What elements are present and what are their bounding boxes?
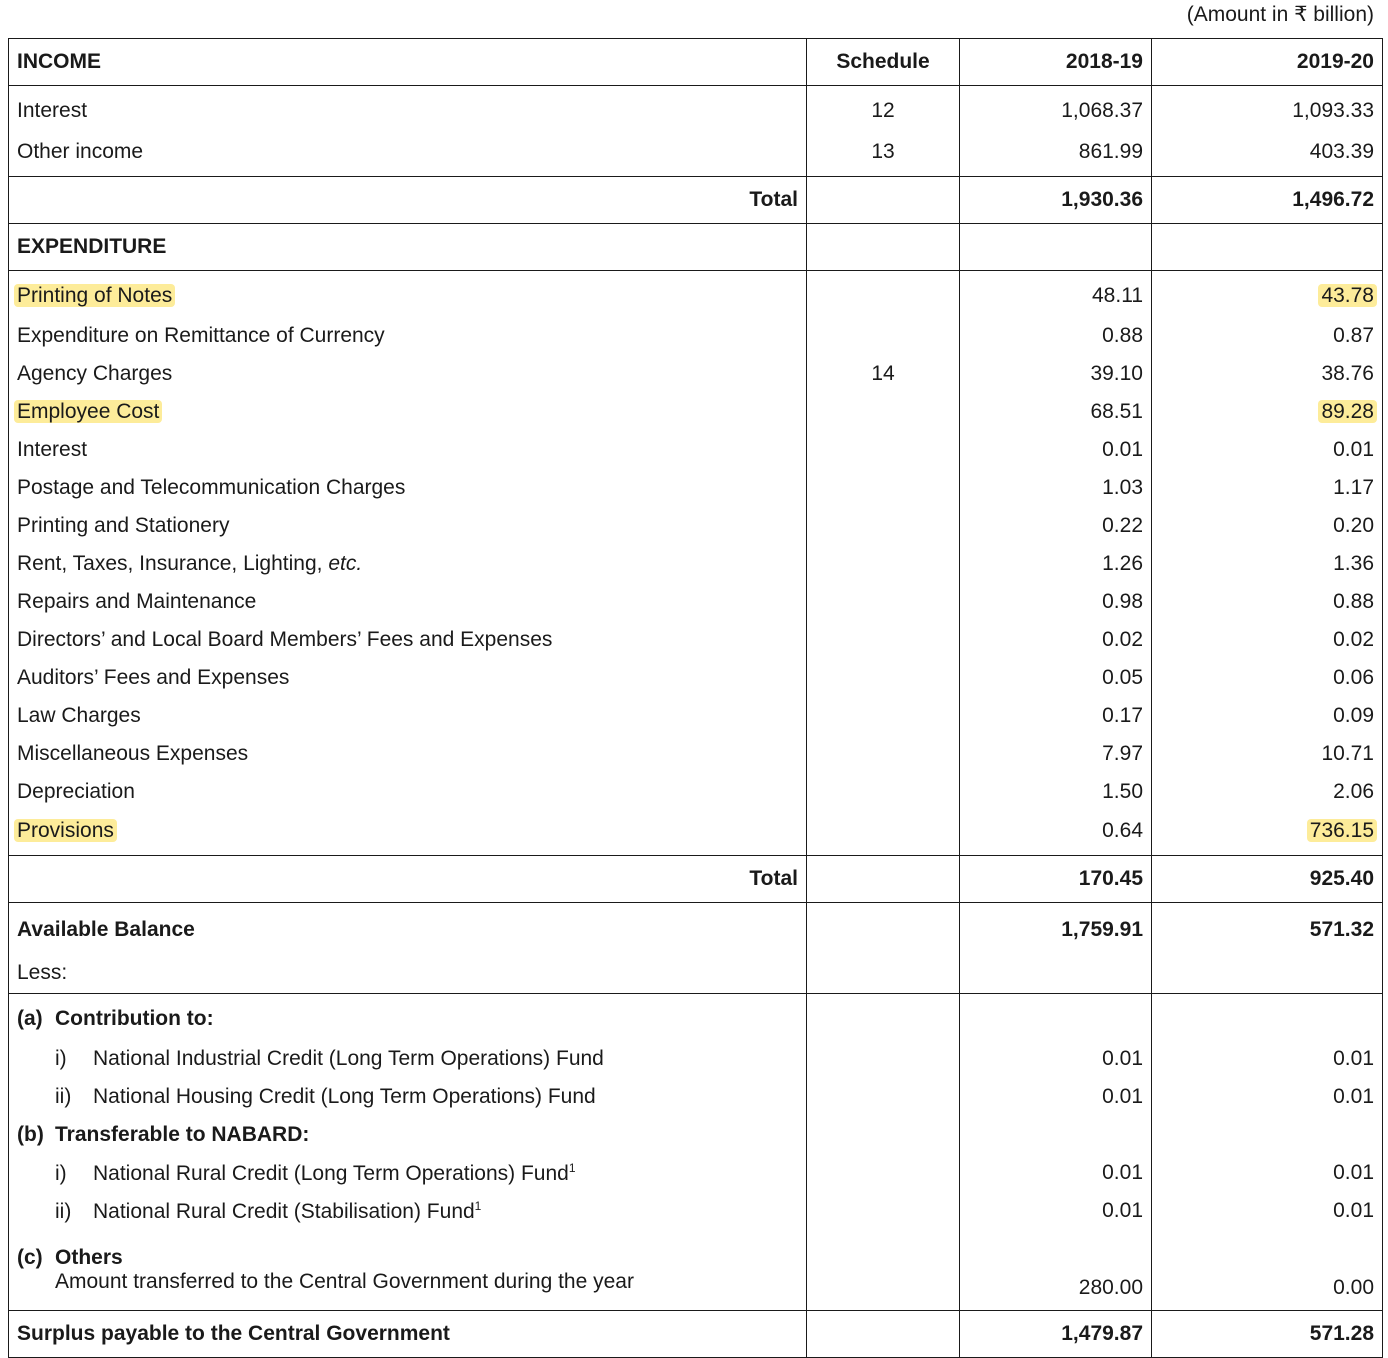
empty-cell bbox=[960, 1116, 1152, 1154]
income-expenditure-table bbox=[8, 38, 1383, 1358]
row-value-2019-20 bbox=[1152, 393, 1383, 431]
table-row bbox=[9, 393, 1383, 431]
income-total-row-2019-20: 1,496.72 bbox=[1152, 177, 1383, 224]
row-value-2019-20: 0.01 bbox=[1152, 1078, 1383, 1116]
row-schedule bbox=[807, 735, 960, 773]
empty-cell bbox=[807, 1192, 960, 1230]
row-value-2019-20: 0.01 bbox=[1152, 1192, 1383, 1230]
row-value-2019-20: 0.02 bbox=[1152, 621, 1383, 659]
surplus-label: Surplus payable to the Central Government bbox=[9, 1311, 807, 1358]
table-row bbox=[9, 1040, 1383, 1078]
empty-cell bbox=[807, 1230, 960, 1311]
row-label bbox=[9, 1040, 807, 1078]
row-value-2018-19: 1,068.37 bbox=[960, 86, 1152, 133]
row-marker: ii) bbox=[55, 1199, 72, 1223]
empty-cell bbox=[807, 953, 960, 994]
less-row bbox=[9, 953, 1383, 994]
row-value-2018-19: 0.01 bbox=[960, 1040, 1152, 1078]
empty-cell bbox=[1152, 1116, 1383, 1154]
table-row bbox=[9, 697, 1383, 735]
row-label-text: Printing and Stationery bbox=[17, 514, 230, 537]
empty-cell bbox=[960, 224, 1152, 271]
row-label-text: Agency Charges bbox=[17, 362, 173, 385]
row-value-2018-19: 0.01 bbox=[960, 431, 1152, 469]
income-total-row-label: Total bbox=[9, 177, 807, 224]
row-value-2019-20: 0.20 bbox=[1152, 507, 1383, 545]
row-value-2019-20: 0.09 bbox=[1152, 697, 1383, 735]
row-value-2018-19: 68.51 bbox=[960, 393, 1152, 431]
row-value-2019-20 bbox=[1152, 271, 1383, 318]
row-label-text: Interest bbox=[17, 438, 88, 461]
row-label-text: Auditors’ Fees and Expenses bbox=[17, 666, 290, 689]
row-schedule bbox=[807, 811, 960, 856]
row-schedule bbox=[807, 271, 960, 318]
row-label-text: National Rural Credit (Long Term Operations) Fund bbox=[93, 1161, 569, 1185]
row-value-2019-20: 1.36 bbox=[1152, 545, 1383, 583]
expenditure-total-row bbox=[9, 856, 1383, 903]
row-value-2018-19: 0.01 bbox=[960, 1192, 1152, 1230]
expenditure-total-row-2018-19: 170.45 bbox=[960, 856, 1152, 903]
row-schedule: 14 bbox=[807, 355, 960, 393]
table-row bbox=[9, 1078, 1383, 1116]
empty-cell bbox=[960, 953, 1152, 994]
row-label bbox=[9, 317, 807, 355]
row-label bbox=[9, 811, 807, 856]
row-value-2019-20: 0.88 bbox=[1152, 583, 1383, 621]
row-label bbox=[9, 621, 807, 659]
table-row bbox=[9, 317, 1383, 355]
row-label bbox=[9, 1192, 807, 1230]
row-label bbox=[9, 355, 807, 393]
table-row bbox=[9, 545, 1383, 583]
table-row bbox=[9, 735, 1383, 773]
section-c-2019-20: 0.00 bbox=[1152, 1230, 1383, 1311]
table-row bbox=[9, 431, 1383, 469]
row-value-2018-19: 0.01 bbox=[960, 1154, 1152, 1192]
income-total-row bbox=[9, 177, 1383, 224]
available-balance-row bbox=[9, 903, 1383, 954]
table-row bbox=[9, 271, 1383, 318]
row-value-2019-20: 10.71 bbox=[1152, 735, 1383, 773]
section-c-label: Amount transferred to the Central Government during the year bbox=[55, 1270, 634, 1293]
table-row bbox=[9, 811, 1383, 856]
row-schedule bbox=[807, 583, 960, 621]
section-b-heading-cell bbox=[9, 1116, 807, 1154]
row-value-2019-20-text: 736.15 bbox=[1307, 819, 1377, 842]
available-balance-label: Available Balance bbox=[9, 903, 807, 954]
row-label bbox=[9, 1154, 807, 1192]
row-label-text: Employee Cost bbox=[14, 400, 162, 423]
row-label bbox=[9, 1078, 807, 1116]
row-value-2019-20 bbox=[1152, 811, 1383, 856]
row-schedule bbox=[807, 545, 960, 583]
surplus-2018-19: 1,479.87 bbox=[960, 1311, 1152, 1358]
header-year-2019-20: 2019-20 bbox=[1152, 39, 1383, 86]
header-schedule: Schedule bbox=[807, 39, 960, 86]
expenditure-heading: EXPENDITURE bbox=[9, 224, 807, 271]
row-value-2019-20: 0.06 bbox=[1152, 659, 1383, 697]
empty-cell bbox=[807, 224, 960, 271]
row-label-text: Miscellaneous Expenses bbox=[17, 742, 249, 765]
row-value-2019-20: 0.87 bbox=[1152, 317, 1383, 355]
empty-cell bbox=[807, 1311, 960, 1358]
footnote-marker: 1 bbox=[474, 1198, 482, 1213]
row-schedule bbox=[807, 431, 960, 469]
table-row bbox=[9, 659, 1383, 697]
header-row bbox=[9, 39, 1383, 86]
row-label-text: Expenditure on Remittance of Currency bbox=[17, 324, 385, 347]
row-label-text: Law Charges bbox=[17, 704, 141, 727]
section-a-heading-marker: (a) bbox=[17, 1007, 43, 1030]
empty-cell bbox=[807, 1116, 960, 1154]
section-a-heading-title: Contribution to: bbox=[55, 1007, 214, 1030]
row-label-italic: etc. bbox=[328, 552, 363, 575]
footnote-marker: 1 bbox=[568, 1160, 576, 1175]
table-row bbox=[9, 132, 1383, 177]
row-value-2018-19: 0.64 bbox=[960, 811, 1152, 856]
row-value-2019-20: 0.01 bbox=[1152, 431, 1383, 469]
section-c-marker: (c) bbox=[17, 1246, 43, 1269]
row-label: Other income bbox=[9, 132, 807, 177]
row-label bbox=[9, 773, 807, 811]
row-label bbox=[9, 583, 807, 621]
row-label-text: Postage and Telecommunication Charges bbox=[17, 476, 406, 499]
row-value-2018-19: 0.02 bbox=[960, 621, 1152, 659]
table-row bbox=[9, 355, 1383, 393]
available-balance-2018-19: 1,759.91 bbox=[960, 903, 1152, 954]
empty-cell bbox=[960, 994, 1152, 1041]
empty-cell bbox=[807, 1040, 960, 1078]
section-c-row bbox=[9, 1230, 1383, 1311]
row-schedule bbox=[807, 507, 960, 545]
row-value-2019-20: 2.06 bbox=[1152, 773, 1383, 811]
row-schedule bbox=[807, 393, 960, 431]
empty-cell bbox=[1152, 224, 1383, 271]
section-b-heading-title: Transferable to NABARD: bbox=[55, 1123, 310, 1146]
row-label bbox=[9, 469, 807, 507]
row-schedule bbox=[807, 469, 960, 507]
section-b-heading bbox=[9, 1116, 1383, 1154]
row-marker: ii) bbox=[55, 1085, 72, 1108]
row-schedule bbox=[807, 621, 960, 659]
surplus-2019-20: 571.28 bbox=[1152, 1311, 1383, 1358]
row-value-2018-19: 861.99 bbox=[960, 132, 1152, 177]
row-value-2019-20-text: 43.78 bbox=[1318, 284, 1377, 307]
row-schedule bbox=[807, 659, 960, 697]
row-value-2018-19: 0.88 bbox=[960, 317, 1152, 355]
row-label-text: National Housing Credit (Long Term Operations) Fund bbox=[93, 1085, 596, 1108]
row-schedule: 13 bbox=[807, 132, 960, 177]
row-label bbox=[9, 393, 807, 431]
row-label-text: Depreciation bbox=[17, 780, 135, 803]
empty-cell bbox=[807, 1154, 960, 1192]
row-value-2018-19: 1.03 bbox=[960, 469, 1152, 507]
surplus-row bbox=[9, 1311, 1383, 1358]
row-label bbox=[9, 697, 807, 735]
row-marker: i) bbox=[55, 1047, 67, 1070]
section-c-title: Others bbox=[55, 1246, 123, 1269]
section-a-heading-cell bbox=[9, 994, 807, 1041]
row-value-2018-19: 7.97 bbox=[960, 735, 1152, 773]
row-value-2018-19: 0.05 bbox=[960, 659, 1152, 697]
section-b-heading-marker: (b) bbox=[17, 1123, 44, 1146]
row-value-2019-20: 0.01 bbox=[1152, 1154, 1383, 1192]
row-value-2018-19: 0.01 bbox=[960, 1078, 1152, 1116]
row-label-text: Printing of Notes bbox=[14, 284, 175, 307]
row-value-2019-20: 1.17 bbox=[1152, 469, 1383, 507]
row-schedule bbox=[807, 697, 960, 735]
income-total-row-2018-19: 1,930.36 bbox=[960, 177, 1152, 224]
row-value-2019-20: 0.01 bbox=[1152, 1040, 1383, 1078]
row-schedule: 12 bbox=[807, 86, 960, 133]
row-label-text: Repairs and Maintenance bbox=[17, 590, 257, 613]
row-value-2018-19: 1.26 bbox=[960, 545, 1152, 583]
empty-cell bbox=[807, 1078, 960, 1116]
row-value-2018-19: 48.11 bbox=[960, 271, 1152, 318]
table-row bbox=[9, 621, 1383, 659]
empty-cell bbox=[807, 994, 960, 1041]
row-value-2018-19: 0.22 bbox=[960, 507, 1152, 545]
income-total-row-schedule bbox=[807, 177, 960, 224]
header-year-2018-19: 2018-19 bbox=[960, 39, 1152, 86]
row-schedule bbox=[807, 317, 960, 355]
section-c-cell bbox=[9, 1230, 807, 1311]
empty-cell bbox=[1152, 953, 1383, 994]
row-label bbox=[9, 735, 807, 773]
row-value-2019-20: 1,093.33 bbox=[1152, 86, 1383, 133]
expenditure-total-row-label: Total bbox=[9, 856, 807, 903]
row-label bbox=[9, 507, 807, 545]
section-a-heading bbox=[9, 994, 1383, 1041]
expenditure-heading-row bbox=[9, 224, 1383, 271]
table-row bbox=[9, 1192, 1383, 1230]
row-marker: i) bbox=[55, 1161, 67, 1185]
row-value-2018-19: 39.10 bbox=[960, 355, 1152, 393]
row-value-2018-19: 0.98 bbox=[960, 583, 1152, 621]
row-label-text: Directors’ and Local Board Members’ Fees and Expenses bbox=[17, 628, 553, 651]
table-row bbox=[9, 507, 1383, 545]
row-schedule bbox=[807, 773, 960, 811]
empty-cell bbox=[807, 903, 960, 954]
row-label bbox=[9, 271, 807, 318]
row-value-2019-20: 403.39 bbox=[1152, 132, 1383, 177]
available-balance-2019-20: 571.32 bbox=[1152, 903, 1383, 954]
row-label bbox=[9, 659, 807, 697]
row-value-2018-19: 1.50 bbox=[960, 773, 1152, 811]
row-label-text: National Industrial Credit (Long Term Operations) Fund bbox=[93, 1047, 604, 1070]
table-row bbox=[9, 773, 1383, 811]
table-row bbox=[9, 1154, 1383, 1192]
table-row bbox=[9, 86, 1383, 133]
expenditure-total-row-2019-20: 925.40 bbox=[1152, 856, 1383, 903]
table-row bbox=[9, 469, 1383, 507]
section-c-2018-19: 280.00 bbox=[960, 1230, 1152, 1311]
unit-note: (Amount in ₹ billion) bbox=[1186, 3, 1374, 26]
row-label-text: National Rural Credit (Stabilisation) Fund bbox=[93, 1199, 475, 1223]
empty-cell bbox=[1152, 994, 1383, 1041]
table-row bbox=[9, 583, 1383, 621]
row-label: Interest bbox=[9, 86, 807, 133]
row-label bbox=[9, 545, 807, 583]
expenditure-total-row-schedule bbox=[807, 856, 960, 903]
row-label-text: Rent, Taxes, Insurance, Lighting, bbox=[17, 552, 329, 575]
row-value-2019-20: 38.76 bbox=[1152, 355, 1383, 393]
row-value-2018-19: 0.17 bbox=[960, 697, 1152, 735]
less-label: Less: bbox=[9, 953, 807, 994]
header-income: INCOME bbox=[9, 39, 807, 86]
row-label-text: Provisions bbox=[14, 819, 117, 842]
row-value-2019-20-text: 89.28 bbox=[1318, 400, 1377, 423]
row-label bbox=[9, 431, 807, 469]
